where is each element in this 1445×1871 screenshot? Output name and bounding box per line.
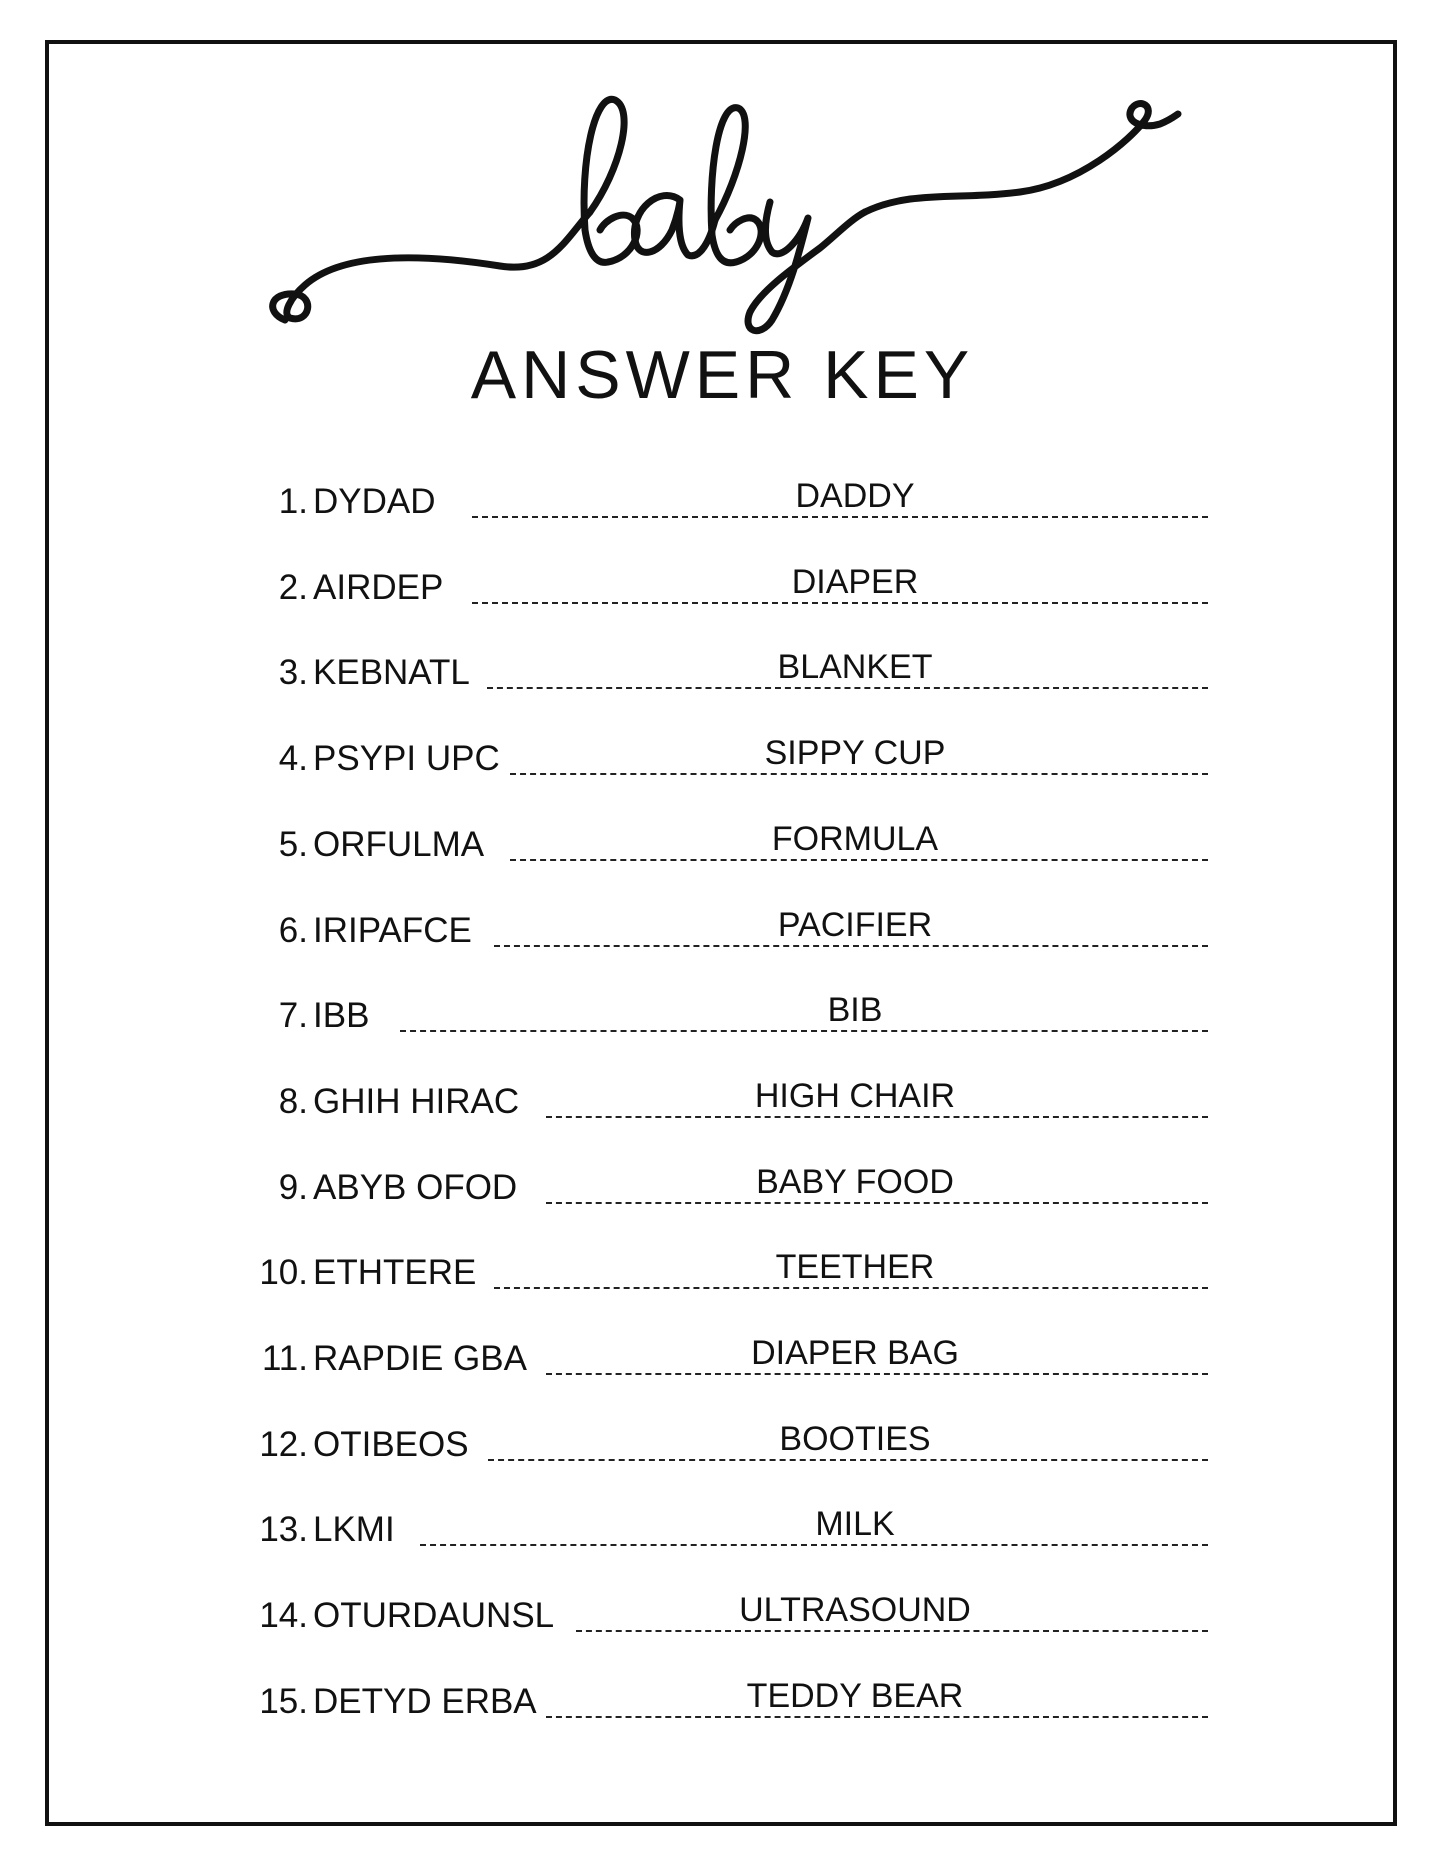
answer-blank-line — [510, 859, 1208, 861]
answer-word: DADDY — [795, 477, 915, 515]
answer-blank-line — [546, 1116, 1208, 1118]
answer-word: BLANKET — [777, 648, 933, 687]
scrambled-word: OTURDAUNSL — [313, 1596, 555, 1636]
item-number: 3. — [278, 653, 308, 693]
item-number: 6. — [278, 910, 308, 950]
answer-word: SIPPY CUP — [764, 734, 946, 773]
item-number: 9. — [278, 1167, 308, 1207]
scrambled-word: ETHTERE — [313, 1253, 477, 1293]
answer-blank-line — [546, 1202, 1208, 1204]
answer-word: BABY FOOD — [756, 1162, 954, 1201]
scrambled-word: DETYD ERBA — [313, 1681, 537, 1721]
item-number: 8. — [278, 1081, 308, 1121]
answer-word: ULTRASOUND — [739, 1591, 971, 1630]
answer-row — [0, 1584, 1445, 1644]
scrambled-word: RAPDIE GBA — [313, 1339, 527, 1378]
answer-word: PACIFIER — [777, 905, 933, 944]
item-number: 4. — [278, 739, 308, 779]
answer-key-title: ANSWER KEY — [470, 337, 975, 413]
answer-row — [0, 1241, 1445, 1301]
answer-word: TEDDY BEAR — [746, 1676, 964, 1715]
answer-blank-line — [576, 1630, 1208, 1632]
answer-word: BIB — [827, 991, 883, 1030]
scrambled-word: DYDAD — [313, 482, 436, 521]
scrambled-word: OTIBEOS — [313, 1424, 469, 1464]
answer-blank-line — [420, 1544, 1208, 1546]
scrambled-word: KEBNATL — [313, 653, 470, 693]
scrambled-word: IRIPAFCE — [313, 910, 472, 950]
answer-row — [0, 813, 1445, 873]
answer-row — [0, 1156, 1445, 1216]
answer-word: FORMULA — [771, 819, 939, 858]
answer-word: MILK — [815, 1505, 895, 1544]
item-number: 10. — [259, 1253, 308, 1293]
item-number: 2. — [278, 567, 308, 607]
item-number: 14. — [259, 1596, 308, 1636]
item-number: 7. — [278, 996, 308, 1036]
scrambled-word: AIRDEP — [313, 567, 444, 607]
answer-blank-line — [494, 945, 1208, 947]
answer-row — [0, 899, 1445, 959]
scrambled-word: LKMI — [313, 1510, 395, 1550]
scrambled-word: ABYB OFOD — [313, 1167, 518, 1207]
answer-blank-line — [472, 602, 1208, 604]
answer-blank-line — [472, 516, 1208, 518]
answer-row — [0, 984, 1445, 1044]
answer-blank-line — [546, 1373, 1208, 1375]
answer-word: DIAPER BAG — [751, 1334, 959, 1372]
answer-blank-line — [400, 1030, 1208, 1032]
answer-row — [0, 1327, 1445, 1387]
item-number: 5. — [278, 824, 308, 864]
item-number: 15. — [259, 1681, 308, 1721]
item-number: 1. — [278, 482, 308, 521]
answer-row — [0, 1413, 1445, 1473]
item-number: 13. — [259, 1510, 308, 1550]
answer-word: DIAPER — [791, 562, 919, 601]
answer-word: HIGH CHAIR — [754, 1076, 956, 1115]
answer-row — [0, 1498, 1445, 1558]
answer-blank-line — [546, 1716, 1208, 1718]
scrambled-word: PSYPI UPC — [313, 739, 500, 779]
answer-row — [0, 641, 1445, 701]
answer-blank-line — [488, 1459, 1208, 1461]
answer-blank-line — [510, 773, 1208, 775]
answer-row — [0, 556, 1445, 616]
answer-row — [0, 1670, 1445, 1730]
answer-row — [0, 1070, 1445, 1130]
scrambled-word: GHIH HIRAC — [313, 1081, 520, 1121]
answer-blank-line — [487, 687, 1208, 689]
answer-blank-line — [494, 1287, 1208, 1289]
answer-word: TEETHER — [775, 1248, 935, 1287]
item-number: 12. — [259, 1424, 308, 1464]
answer-row — [0, 727, 1445, 787]
answer-row — [0, 470, 1445, 530]
scrambled-word: ORFULMA — [313, 824, 485, 864]
item-number: 11. — [261, 1339, 308, 1378]
answer-word: BOOTIES — [779, 1419, 931, 1458]
scrambled-word: IBB — [313, 996, 370, 1036]
